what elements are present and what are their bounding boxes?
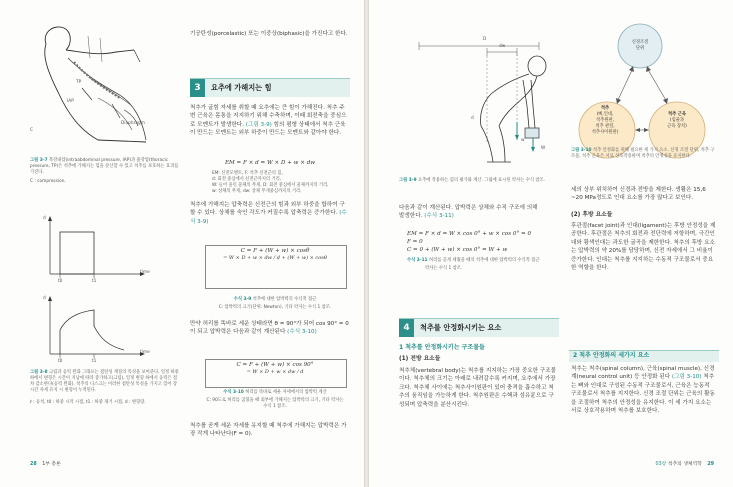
graph-a-x-label: time <box>140 270 150 275</box>
equation-label: 수식 3-10 <box>223 390 244 395</box>
paragraph-5: 척추체(vertebral body)는 척추를 지지하는 가장 중요한 구조물이다. 척추체의 크기는 아래로 내려갈수록 커지며, 요추에서 가장 크다. 척추체 사이에는 척추사이원판이 있어 충격을 흡수하고 척추의 움직임을 가능하게 한다. 척추원판은 수핵과 섬유륜으로 구성되며 압축력을 분산시킨다. <box>399 368 557 408</box>
equation-upright <box>205 361 345 376</box>
paragraph-text: 척추가 굽힘 자세를 취할 때 요추에는 큰 힘이 가해진다. 척추 주변 근육은 몸통을 지지하기 위해 수축하며, 이때 회전축을 중심으로 모멘트가 발생한다. <box>190 105 347 128</box>
section-title: 요추에 가해지는 힘 <box>211 83 272 92</box>
diagram-node-spine <box>583 106 627 136</box>
caption-text: 요추에 작용하는 힘의 평가와 계산. 그림에 표시된 약자는 수식 참조. <box>417 178 546 183</box>
figure-ref-link[interactable]: (그림 3-9) <box>245 121 272 128</box>
equation-ref-link[interactable]: (수식 3-11) <box>424 213 454 220</box>
figure-caption-3-9 <box>399 178 559 184</box>
paragraph-4: 척추를 곧게 세운 자세를 유지할 때 척추에 가해지는 압박력은 가장 작게 나타난다(F = 0). <box>190 423 347 438</box>
torso-illustration <box>28 22 168 152</box>
paragraph-6: 후관절(facet joint)과 인대(ligament)는 후방 안정성을 제공한다. 후관절은 척추의 회전과 전단력에 저항하며, 극간인대와 황색인대는 과도한 굴곡을 제한한다. 척추의 후방 요소는 압박력의 약 20%를 담당하며, 신전 자세에서 그 비율이 증가한다. 인대는 척추를 지지하는 수동적 구조물로서 중요한 역할을 한다. <box>571 223 716 272</box>
fig-label-W: W <box>541 146 546 151</box>
graph-b-y-label: d <box>43 296 46 301</box>
part-title: 1부 총론 <box>42 462 61 467</box>
figure-caption-3-8 <box>30 370 180 394</box>
caption-3-8-extra: ℓ : 등척, t0 : 하중 시작 시점, t1 : 하중 제거 시점, d : 변형량. <box>30 400 146 405</box>
diagram-node-neural <box>620 40 660 52</box>
col2-intro-paragraph: 세의 상부 위치하여 신경과 전방을 제한다. 생활은 15,6 ~20 MPa정도로 인대 요소를 가장 많다고 보인다. <box>571 187 706 202</box>
node-text: 근육 장치) <box>667 124 687 129</box>
paragraph-text: 척추에 가해지는 압축력은 신전근의 힘과 외부 하중을 합하여 구할 수 있다. 상체를 숙인 각도가 커질수록 압축력은 증가한다. <box>190 202 345 217</box>
fig-label-tp: TP <box>76 80 82 85</box>
figure-caption-3-7 <box>30 158 180 176</box>
diagram-node-muscle <box>655 112 699 130</box>
graph-b-t1: t1 <box>92 359 97 364</box>
page-footer-right <box>634 460 714 467</box>
top-paragraph: 기공탄성(porcelastic) 또는 이중상(biphasic)을 가진다고 한다. <box>190 31 348 37</box>
fig-label-iap: IAP <box>67 99 74 104</box>
fig-label-c: C <box>30 128 34 133</box>
graph-b-t0: t0 <box>58 359 63 364</box>
graph-a-t1: t1 <box>92 279 97 284</box>
equation-upright-zero <box>407 230 557 254</box>
section-number: 3 <box>190 79 205 97</box>
equation-line: C = 0 + (W + w) × cos 0° = W + w <box>407 247 508 253</box>
paragraph-text: 척추는 척추(spinal column), 근육(spinal muscle), 신경계(neural control unit) 등 안정화 된다 <box>571 366 715 381</box>
equation-ref-link[interactable]: (수식 3-10) <box>287 329 317 336</box>
equation-line: F = 0 <box>407 239 423 245</box>
graph-b-x-label: time <box>140 350 150 355</box>
node-text: 신경조절 <box>631 40 649 45</box>
chapter-number: 03장 <box>655 462 667 467</box>
node-text: 척추원판, <box>596 118 614 123</box>
equation-label: 수식 3-9 <box>233 297 252 302</box>
chapter-title: 척추의 생체역학 <box>667 462 702 467</box>
node-text: 척추사이원판) <box>591 130 619 135</box>
equation-caption-3-11 <box>407 258 557 264</box>
node-text: (뼈,인대, <box>596 112 614 117</box>
node-title: 척추 <box>600 106 610 111</box>
node-title: 척추 근육 <box>667 112 687 117</box>
caption-text: 크립과 응력 완화 그래프는 점탄성 재질의 특성을 보여준다. 일정 하중 하에서 변형은 시간이 지남에 따라 증가하고(크립), 일정 변형 하에서 응력은 점차 감소한다(응력 완화). 척추의 디스크는 이러한 점탄성 특성을 가지고 있어 장시간 자세 유지 시 변형이 누적된다. <box>30 370 179 393</box>
caption-label: 그림 3-7 <box>30 158 48 163</box>
figure-caption-3-10 <box>571 148 716 160</box>
caption-text: 복강내압(intraabdominal pressure, IAP)과 흉강압(thoracic pressure, TP)은 척추에 가해지는 힘을 분산할 수 있고 척추를 보호하는 효과를 가진다. <box>30 158 179 175</box>
caption-label: 그림 3-8 <box>30 370 48 375</box>
caption-label: 그림 3-9 <box>399 178 417 183</box>
node-text: (힘줄과 <box>669 118 685 123</box>
equation-line: = W × D + w × dw / d <box>246 369 304 375</box>
equation-note-3-11: 약자는 수식 1 참조. <box>425 266 463 271</box>
equation-line: C = F + (W + w) × cos 90° <box>236 362 314 368</box>
equation-note-3-10: C: 90도로 허리를 굽혔을 때 외부에 가해지는 압박력의 크기, 기타 약자는 수식 1 참조. <box>206 398 344 409</box>
node-text: 척추 관절, <box>595 124 615 129</box>
subsection-heading-2: (2) 후방 요소들 <box>571 212 613 218</box>
fig-label-d: d <box>471 116 474 121</box>
section-heading-4 <box>399 318 559 337</box>
paragraph-2 <box>190 201 350 226</box>
page-number: 29 <box>707 462 714 467</box>
equation-ref-link[interactable]: (수식 3-9) <box>190 210 347 225</box>
equation-caption-text: 허리를 똑바로 세운 자세에서의 압박력 계산 <box>245 390 327 395</box>
fig-label-dw: dw <box>499 44 506 49</box>
caption-label: 그림 3-10 <box>571 148 592 153</box>
left-page <box>0 0 364 487</box>
section-title: 척추를 안정화시키는 요소 <box>420 323 502 332</box>
variable-line: W: 들어 올린 물체의 무게, D: 회전 중심에서 물체까지의 거리, <box>212 183 329 188</box>
paragraph-7 <box>571 365 716 415</box>
section-heading-3 <box>190 78 350 97</box>
equation-compression <box>205 247 345 262</box>
paragraph-line: 다음과 같이 계산된다. 압박력은 상체와 수직 구조에 의해 <box>399 205 538 211</box>
subsection-heading-1a: (1) 전방 요소들 <box>399 356 441 362</box>
caption-c-note: C : compression. <box>30 179 66 184</box>
node-text: 단위 <box>635 46 645 51</box>
mid-paragraph <box>399 204 559 221</box>
right-page <box>369 0 733 487</box>
equation-em: EM = F × d = W × D + w × dw <box>224 160 316 166</box>
fig-label-diaphragm: Diaphragm <box>121 121 145 126</box>
equation-caption-text: 허리를 곧게 세웠을 때의 척추에 대한 압박력의 수식적 접근 <box>428 258 540 263</box>
paragraph-text: 척추는 뼈와 인대로 구성된 수동적 구조물로서, 근육은 능동적 구조물로서 척추를 지지한다. 신경 조절 단위는 근육의 활동을 조절하여 척추의 안정성을 유지한다. 이 세 가지 요소는 서로 상호작용하며 척추를 보호한다. <box>571 374 715 415</box>
page-footer-left <box>30 460 61 467</box>
paragraph-3 <box>190 320 350 337</box>
variable-line: d: 회전 중심에서 신전근까지의 거리, <box>212 177 282 182</box>
figure-ref-link[interactable]: (그림 3-10) <box>671 374 702 381</box>
subsection-heading-3: 2 척추 안정화의 세가지 요소 <box>573 352 650 359</box>
equation-label: 수식 3-11 <box>407 258 428 263</box>
variable-line: EM: 신전모멘트, F: 척추 신전근의 힘, <box>212 171 283 176</box>
paragraph-text: 힘의 평형 상태에서 척추 근육이 만드는 모멘트는 외부 하중이 만드는 모멘트와 같아야 한다. <box>190 121 346 137</box>
fig-label-w: w <box>521 138 525 143</box>
lifting-figure-illustration <box>399 22 559 172</box>
equation-caption-text: 척추에 대한 압박력의 수식적 접근 <box>252 297 317 302</box>
equation-note-3-9: C: 압박력의 크기(단위: Newton), 기타 약자는 수식 1 참조. <box>218 305 332 310</box>
subsection-heading-1: 1 척추를 안정화시키는 구조물들 <box>399 344 485 351</box>
graph-a-y-label: d <box>43 216 46 221</box>
variable-line: w: 상체의 무게, dw: 상체 무게중심까지의 거리. <box>212 189 302 194</box>
equation-variables <box>212 171 352 195</box>
equation-caption-3-9 <box>205 297 345 303</box>
caption-text: 척추 안정화를 위해 필요한 세 가지 요소. 신경 조절 단위, 척추 구조물, 척추 근육은 서로 상호작용하며 척추의 안정성을 유지한다. <box>571 148 715 159</box>
page-number: 28 <box>30 462 37 467</box>
fig-label-D: D <box>483 37 487 42</box>
equation-line: EM = F × d = W × cos 0° + w × cos 0° = 0 <box>407 231 532 237</box>
paragraph-text: 만약 허리를 똑바로 세운 상태라면 θ = 90°가 되어 cos 90° = 0이 되고 압박력은 다음과 같이 계산된다 <box>190 321 349 336</box>
equation-caption-3-10 <box>205 390 345 396</box>
paragraph-1 <box>190 104 350 138</box>
paragraph-line: 발생한다. <box>399 213 423 220</box>
section-number: 4 <box>399 319 414 337</box>
equation-line: = W × D + w × dw / d + (W + w) × cosθ <box>223 255 327 261</box>
equation-line: C = F + (W + w) × cosθ <box>240 248 310 254</box>
graph-a-t0: t0 <box>58 279 63 284</box>
